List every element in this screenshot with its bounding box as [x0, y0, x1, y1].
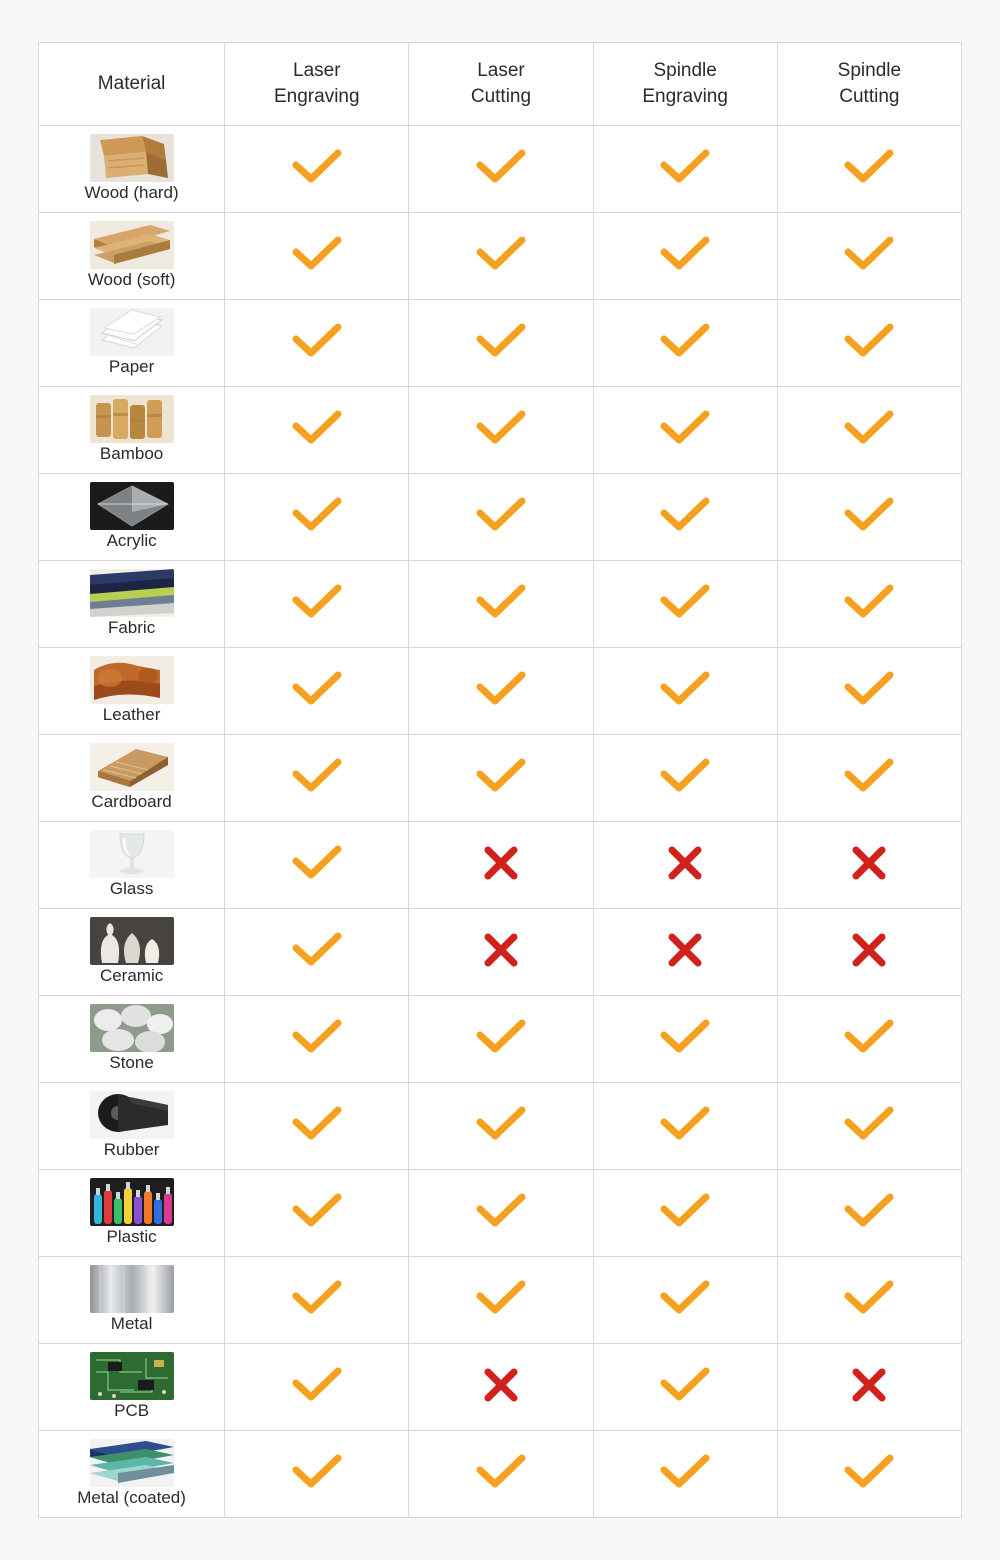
- check-icon: [474, 408, 528, 448]
- material-label: Metal: [110, 1314, 153, 1334]
- material-cell: [39, 735, 225, 822]
- check-icon: [290, 843, 344, 883]
- supported-cell: [593, 648, 777, 735]
- material-cell: [39, 1344, 225, 1431]
- column-header-laser-engraving: [225, 43, 409, 126]
- table-row: [39, 735, 962, 822]
- glass-thumb: [90, 830, 174, 878]
- table-row: [39, 909, 962, 996]
- material-cell: [39, 474, 225, 561]
- supported-cell: [225, 1344, 409, 1431]
- column-header-spindle-engraving-line1: Spindle: [653, 60, 717, 82]
- cross-icon: [481, 1365, 521, 1405]
- check-icon: [842, 1278, 896, 1318]
- supported-cell: [409, 648, 593, 735]
- check-icon: [658, 669, 712, 709]
- material-label: Cardboard: [91, 792, 172, 812]
- material-cell-content: [39, 1352, 224, 1421]
- material-label: Rubber: [103, 1140, 160, 1160]
- check-icon: [842, 408, 896, 448]
- table-row: [39, 126, 962, 213]
- table-row: [39, 648, 962, 735]
- check-icon: [290, 582, 344, 622]
- check-icon: [290, 930, 344, 970]
- supported-cell: [593, 474, 777, 561]
- supported-cell: [593, 1431, 777, 1518]
- supported-cell: [593, 300, 777, 387]
- unsupported-cell: [777, 909, 961, 996]
- table-header: [39, 43, 962, 126]
- material-cell-content: [39, 569, 224, 638]
- cross-icon: [665, 843, 705, 883]
- check-icon: [658, 495, 712, 535]
- supported-cell: [777, 1170, 961, 1257]
- check-icon: [842, 756, 896, 796]
- check-icon: [290, 147, 344, 187]
- supported-cell: [777, 387, 961, 474]
- column-header-spindle-cutting-line2: Cutting: [839, 86, 900, 107]
- unsupported-cell: [777, 822, 961, 909]
- material-cell: [39, 561, 225, 648]
- column-header-spindle-cutting: [777, 43, 961, 126]
- check-icon: [842, 147, 896, 187]
- material-label: PCB: [114, 1401, 150, 1421]
- check-icon: [658, 1452, 712, 1492]
- material-cell: [39, 300, 225, 387]
- supported-cell: [225, 735, 409, 822]
- wood-hard-thumb: [90, 134, 174, 182]
- check-icon: [842, 321, 896, 361]
- supported-cell: [777, 474, 961, 561]
- supported-cell: [409, 213, 593, 300]
- check-icon: [842, 1017, 896, 1057]
- material-cell-content: [39, 308, 224, 377]
- check-icon: [290, 495, 344, 535]
- supported-cell: [409, 735, 593, 822]
- supported-cell: [593, 213, 777, 300]
- supported-cell: [777, 1257, 961, 1344]
- column-header-material: [39, 43, 225, 126]
- supported-cell: [593, 1170, 777, 1257]
- supported-cell: [593, 126, 777, 213]
- supported-cell: [225, 1170, 409, 1257]
- check-icon: [290, 1191, 344, 1231]
- supported-cell: [593, 735, 777, 822]
- table-row: [39, 1344, 962, 1431]
- unsupported-cell: [777, 1344, 961, 1431]
- table-row: [39, 561, 962, 648]
- supported-cell: [409, 387, 593, 474]
- rubber-thumb: [90, 1091, 174, 1139]
- material-cell-content: [39, 1178, 224, 1247]
- supported-cell: [777, 1083, 961, 1170]
- supported-cell: [225, 1083, 409, 1170]
- material-cell-content: [39, 1091, 224, 1160]
- unsupported-cell: [409, 909, 593, 996]
- material-cell-content: [39, 1439, 224, 1508]
- material-label: Bamboo: [99, 444, 164, 464]
- material-label: Leather: [102, 705, 161, 725]
- unsupported-cell: [593, 909, 777, 996]
- supported-cell: [225, 387, 409, 474]
- table-row: [39, 1257, 962, 1344]
- supported-cell: [777, 561, 961, 648]
- material-cell-content: [39, 656, 224, 725]
- check-icon: [658, 408, 712, 448]
- column-header-laser-cutting: [409, 43, 593, 126]
- supported-cell: [409, 474, 593, 561]
- material-cell: [39, 1431, 225, 1518]
- supported-cell: [593, 996, 777, 1083]
- cross-icon: [849, 930, 889, 970]
- check-icon: [290, 234, 344, 274]
- check-icon: [474, 1452, 528, 1492]
- check-icon: [658, 321, 712, 361]
- supported-cell: [225, 996, 409, 1083]
- check-icon: [658, 147, 712, 187]
- material-cell: [39, 996, 225, 1083]
- check-icon: [842, 1104, 896, 1144]
- material-cell-content: [39, 1265, 224, 1334]
- material-cell: [39, 126, 225, 213]
- table-row: [39, 213, 962, 300]
- material-label: Wood (hard): [84, 183, 179, 203]
- supported-cell: [593, 1257, 777, 1344]
- unsupported-cell: [409, 1344, 593, 1431]
- check-icon: [474, 147, 528, 187]
- check-icon: [474, 582, 528, 622]
- material-cell-content: [39, 395, 224, 464]
- check-icon: [842, 669, 896, 709]
- material-cell-content: [39, 482, 224, 551]
- material-cell: [39, 909, 225, 996]
- supported-cell: [777, 648, 961, 735]
- check-icon: [842, 1452, 896, 1492]
- check-icon: [842, 582, 896, 622]
- metal-coated-thumb: [90, 1439, 174, 1487]
- material-label: Ceramic: [99, 966, 164, 986]
- check-icon: [842, 234, 896, 274]
- material-cell-content: [39, 917, 224, 986]
- supported-cell: [409, 300, 593, 387]
- material-label: Stone: [109, 1053, 154, 1073]
- check-icon: [474, 1104, 528, 1144]
- cross-icon: [849, 843, 889, 883]
- check-icon: [658, 1104, 712, 1144]
- table-row: [39, 1170, 962, 1257]
- material-cell: [39, 1170, 225, 1257]
- cross-icon: [481, 930, 521, 970]
- check-icon: [474, 1191, 528, 1231]
- column-header-laser-cutting-line1: Laser: [477, 60, 525, 82]
- material-cell: [39, 213, 225, 300]
- check-icon: [658, 1017, 712, 1057]
- table-row: [39, 387, 962, 474]
- supported-cell: [777, 300, 961, 387]
- material-cell-content: [39, 221, 224, 290]
- paper-thumb: [90, 308, 174, 356]
- check-icon: [290, 1365, 344, 1405]
- plastic-thumb: [90, 1178, 174, 1226]
- check-icon: [474, 756, 528, 796]
- stone-thumb: [90, 1004, 174, 1052]
- supported-cell: [409, 1257, 593, 1344]
- supported-cell: [409, 996, 593, 1083]
- supported-cell: [225, 474, 409, 561]
- material-label: Glass: [109, 879, 154, 899]
- check-icon: [290, 669, 344, 709]
- check-icon: [290, 1452, 344, 1492]
- material-cell: [39, 387, 225, 474]
- material-cell-content: [39, 743, 224, 812]
- supported-cell: [225, 648, 409, 735]
- metal-thumb: [90, 1265, 174, 1313]
- material-cell: [39, 822, 225, 909]
- table-row: [39, 1083, 962, 1170]
- supported-cell: [225, 561, 409, 648]
- check-icon: [474, 321, 528, 361]
- check-icon: [474, 1278, 528, 1318]
- table-body: [39, 126, 962, 1518]
- supported-cell: [409, 1083, 593, 1170]
- column-header-laser-engraving-line2: Engraving: [274, 86, 360, 107]
- supported-cell: [777, 126, 961, 213]
- table-row: [39, 1431, 962, 1518]
- check-icon: [658, 1365, 712, 1405]
- check-icon: [290, 408, 344, 448]
- check-icon: [474, 495, 528, 535]
- check-icon: [474, 1017, 528, 1057]
- material-cell: [39, 648, 225, 735]
- material-label: Wood (soft): [87, 270, 176, 290]
- supported-cell: [225, 126, 409, 213]
- supported-cell: [593, 561, 777, 648]
- cross-icon: [849, 1365, 889, 1405]
- ceramic-thumb: [90, 917, 174, 965]
- supported-cell: [777, 1431, 961, 1518]
- check-icon: [658, 1191, 712, 1231]
- supported-cell: [225, 1257, 409, 1344]
- bamboo-thumb: [90, 395, 174, 443]
- check-icon: [290, 756, 344, 796]
- material-label: Plastic: [106, 1227, 157, 1247]
- column-header-spindle-engraving: [593, 43, 777, 126]
- table-row: [39, 474, 962, 561]
- supported-cell: [225, 909, 409, 996]
- supported-cell: [225, 1431, 409, 1518]
- acrylic-thumb: [90, 482, 174, 530]
- column-header-laser-cutting-line2: Cutting: [470, 86, 532, 107]
- cross-icon: [665, 930, 705, 970]
- unsupported-cell: [409, 822, 593, 909]
- check-icon: [474, 234, 528, 274]
- check-icon: [842, 1191, 896, 1231]
- column-header-spindle-cutting-line1: Spindle: [837, 60, 902, 82]
- supported-cell: [225, 822, 409, 909]
- check-icon: [658, 756, 712, 796]
- supported-cell: [409, 126, 593, 213]
- cross-icon: [481, 843, 521, 883]
- material-cell-content: [39, 830, 224, 899]
- column-header-spindle-engraving-line2: Engraving: [642, 86, 728, 107]
- check-icon: [290, 1017, 344, 1057]
- supported-cell: [777, 735, 961, 822]
- column-header-laser-engraving-line1: Laser: [293, 60, 341, 82]
- supported-cell: [225, 213, 409, 300]
- check-icon: [658, 582, 712, 622]
- check-icon: [474, 669, 528, 709]
- supported-cell: [409, 561, 593, 648]
- material-compatibility-table: [38, 42, 962, 1518]
- supported-cell: [593, 387, 777, 474]
- unsupported-cell: [593, 822, 777, 909]
- cardboard-thumb: [90, 743, 174, 791]
- check-icon: [658, 234, 712, 274]
- material-cell: [39, 1083, 225, 1170]
- check-icon: [290, 321, 344, 361]
- material-cell: [39, 1257, 225, 1344]
- pcb-thumb: [90, 1352, 174, 1400]
- supported-cell: [777, 213, 961, 300]
- material-label: Fabric: [107, 618, 156, 638]
- table-row: [39, 300, 962, 387]
- supported-cell: [593, 1083, 777, 1170]
- material-cell-content: [39, 134, 224, 203]
- material-label: Paper: [108, 357, 155, 377]
- table-row: [39, 996, 962, 1083]
- supported-cell: [777, 996, 961, 1083]
- leather-thumb: [90, 656, 174, 704]
- wood-soft-thumb: [90, 221, 174, 269]
- supported-cell: [225, 300, 409, 387]
- table-header-row: [39, 43, 962, 126]
- supported-cell: [593, 1344, 777, 1431]
- column-header-material-line1: Material: [97, 73, 166, 95]
- material-label: Acrylic: [106, 531, 157, 551]
- supported-cell: [409, 1431, 593, 1518]
- supported-cell: [409, 1170, 593, 1257]
- check-icon: [290, 1278, 344, 1318]
- material-cell-content: [39, 1004, 224, 1073]
- fabric-thumb: [90, 569, 174, 617]
- check-icon: [290, 1104, 344, 1144]
- table-row: [39, 822, 962, 909]
- material-label: Metal (coated): [77, 1488, 186, 1508]
- check-icon: [658, 1278, 712, 1318]
- check-icon: [842, 495, 896, 535]
